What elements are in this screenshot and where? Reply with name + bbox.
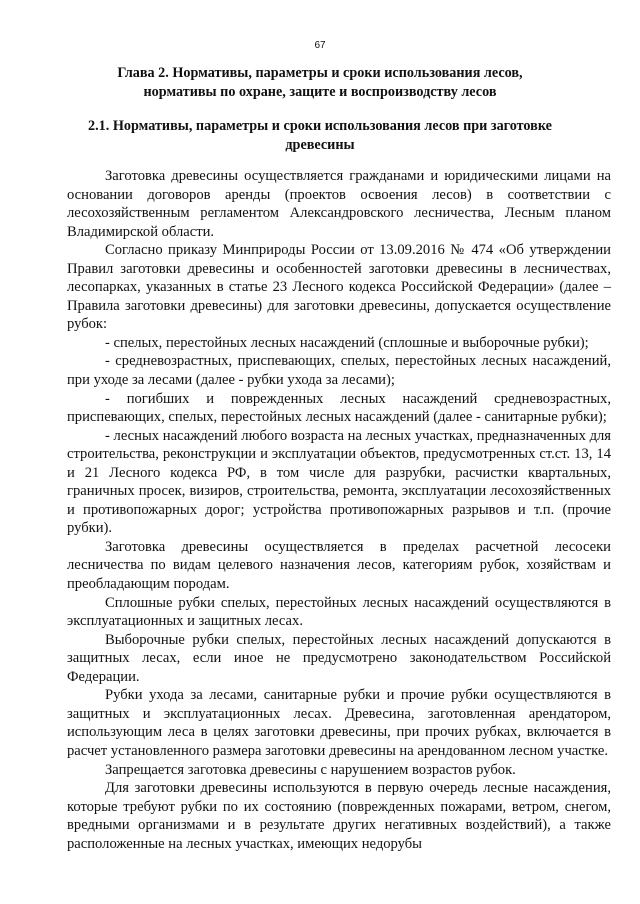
chapter-title-line-1: Глава 2. Нормативы, параметры и сроки использования лесов, xyxy=(117,65,523,81)
paragraph: Заготовка древесины осуществляется гражданами и юридическими лицами на основании договоров аренды (проектов освоения лесов) в соответствии с лесохозяйственным регламентом Александровского лесничества, Лесным планом Владимирской области. xyxy=(67,168,611,240)
list-item: - лесных насаждений любого возраста на лесных участках, предназначенных для строительства, реконструкции и эксплуатации объектов, предусмотренных ст.ст. 13, 14 и 21 Лесного кодекса РФ, в том числе для разрубки, расчистки квартальных, граничных просек, визиров, строительства, ремонта, эксплуатации лесохозяйственных и противопожарных дорог; устройства противопожарных разрывов и т.п. (прочие рубки). xyxy=(67,427,611,537)
paragraph: Согласно приказу Минприроды России от 13.09.2016 № 474 «Об утверждении Правил заготовки древесины и особенностей заготовки древесины в лесничествах, лесопарках, указанных в статье 23 Лесного кодекса Российской Федерации» (далее – Правила заготовки древесины) для заготовки древесины, допускается осуществление рубок: xyxy=(67,242,611,333)
section-title-line-2: древесины xyxy=(285,137,355,153)
list-item: - погибших и поврежденных лесных насаждений средневозрастных, приспевающих, спелых, перестойных лесных насаждений (далее - санитарные рубки); xyxy=(67,390,611,426)
section-title xyxy=(60,117,580,155)
section-title-line-1: 2.1. Нормативы, параметры и сроки использования лесов при заготовке xyxy=(88,118,552,134)
body-text xyxy=(67,167,611,853)
list-item: - спелых, перестойных лесных насаждений (сплошные и выборочные рубки); xyxy=(105,334,589,351)
page-number: 67 xyxy=(314,40,326,51)
paragraph: Сплошные рубки спелых, перестойных лесных насаждений осуществляются в эксплуатационных и защитных лесах. xyxy=(67,594,611,630)
chapter-title xyxy=(60,64,580,102)
list-item: - средневозрастных, приспевающих, спелых, перестойных лесных насаждений, при уходе за лесами (далее - рубки ухода за лесами); xyxy=(67,353,611,389)
paragraph: Выборочные рубки спелых, перестойных лесных насаждений допускаются в защитных лесах, если иное не предусмотрено законодательством Российской Федерации. xyxy=(67,631,611,685)
paragraph: Заготовка древесины осуществляется в пределах расчетной лесосеки лесничества по видам целевого назначения лесов, категориям рубок, хозяйствам и преобладающим породам. xyxy=(67,538,611,593)
paragraph: Рубки ухода за лесами, санитарные рубки и прочие рубки осуществляются в защитных и эксплуатационных лесах. Древесина, заготовленная арендатором, использующим леса в целях заготовки древесины, при прочих рубках, включается в расчет установленного размера заготовки древесины на арендованном лесном участке. xyxy=(67,687,611,759)
chapter-title-line-2: нормативы по охране, защите и воспроизводству лесов xyxy=(143,84,497,100)
paragraph: Для заготовки древесины используются в первую очередь лесные насаждения, которые требуют рубки по их состоянию (поврежденных пожарами, ветром, снегом, вредными организмами и в результате других негативных воздействий), а также расположенные на лесных участках, имеющих недорубы xyxy=(67,780,611,852)
paragraph: Запрещается заготовка древесины с нарушением возрастов рубок. xyxy=(105,761,516,778)
